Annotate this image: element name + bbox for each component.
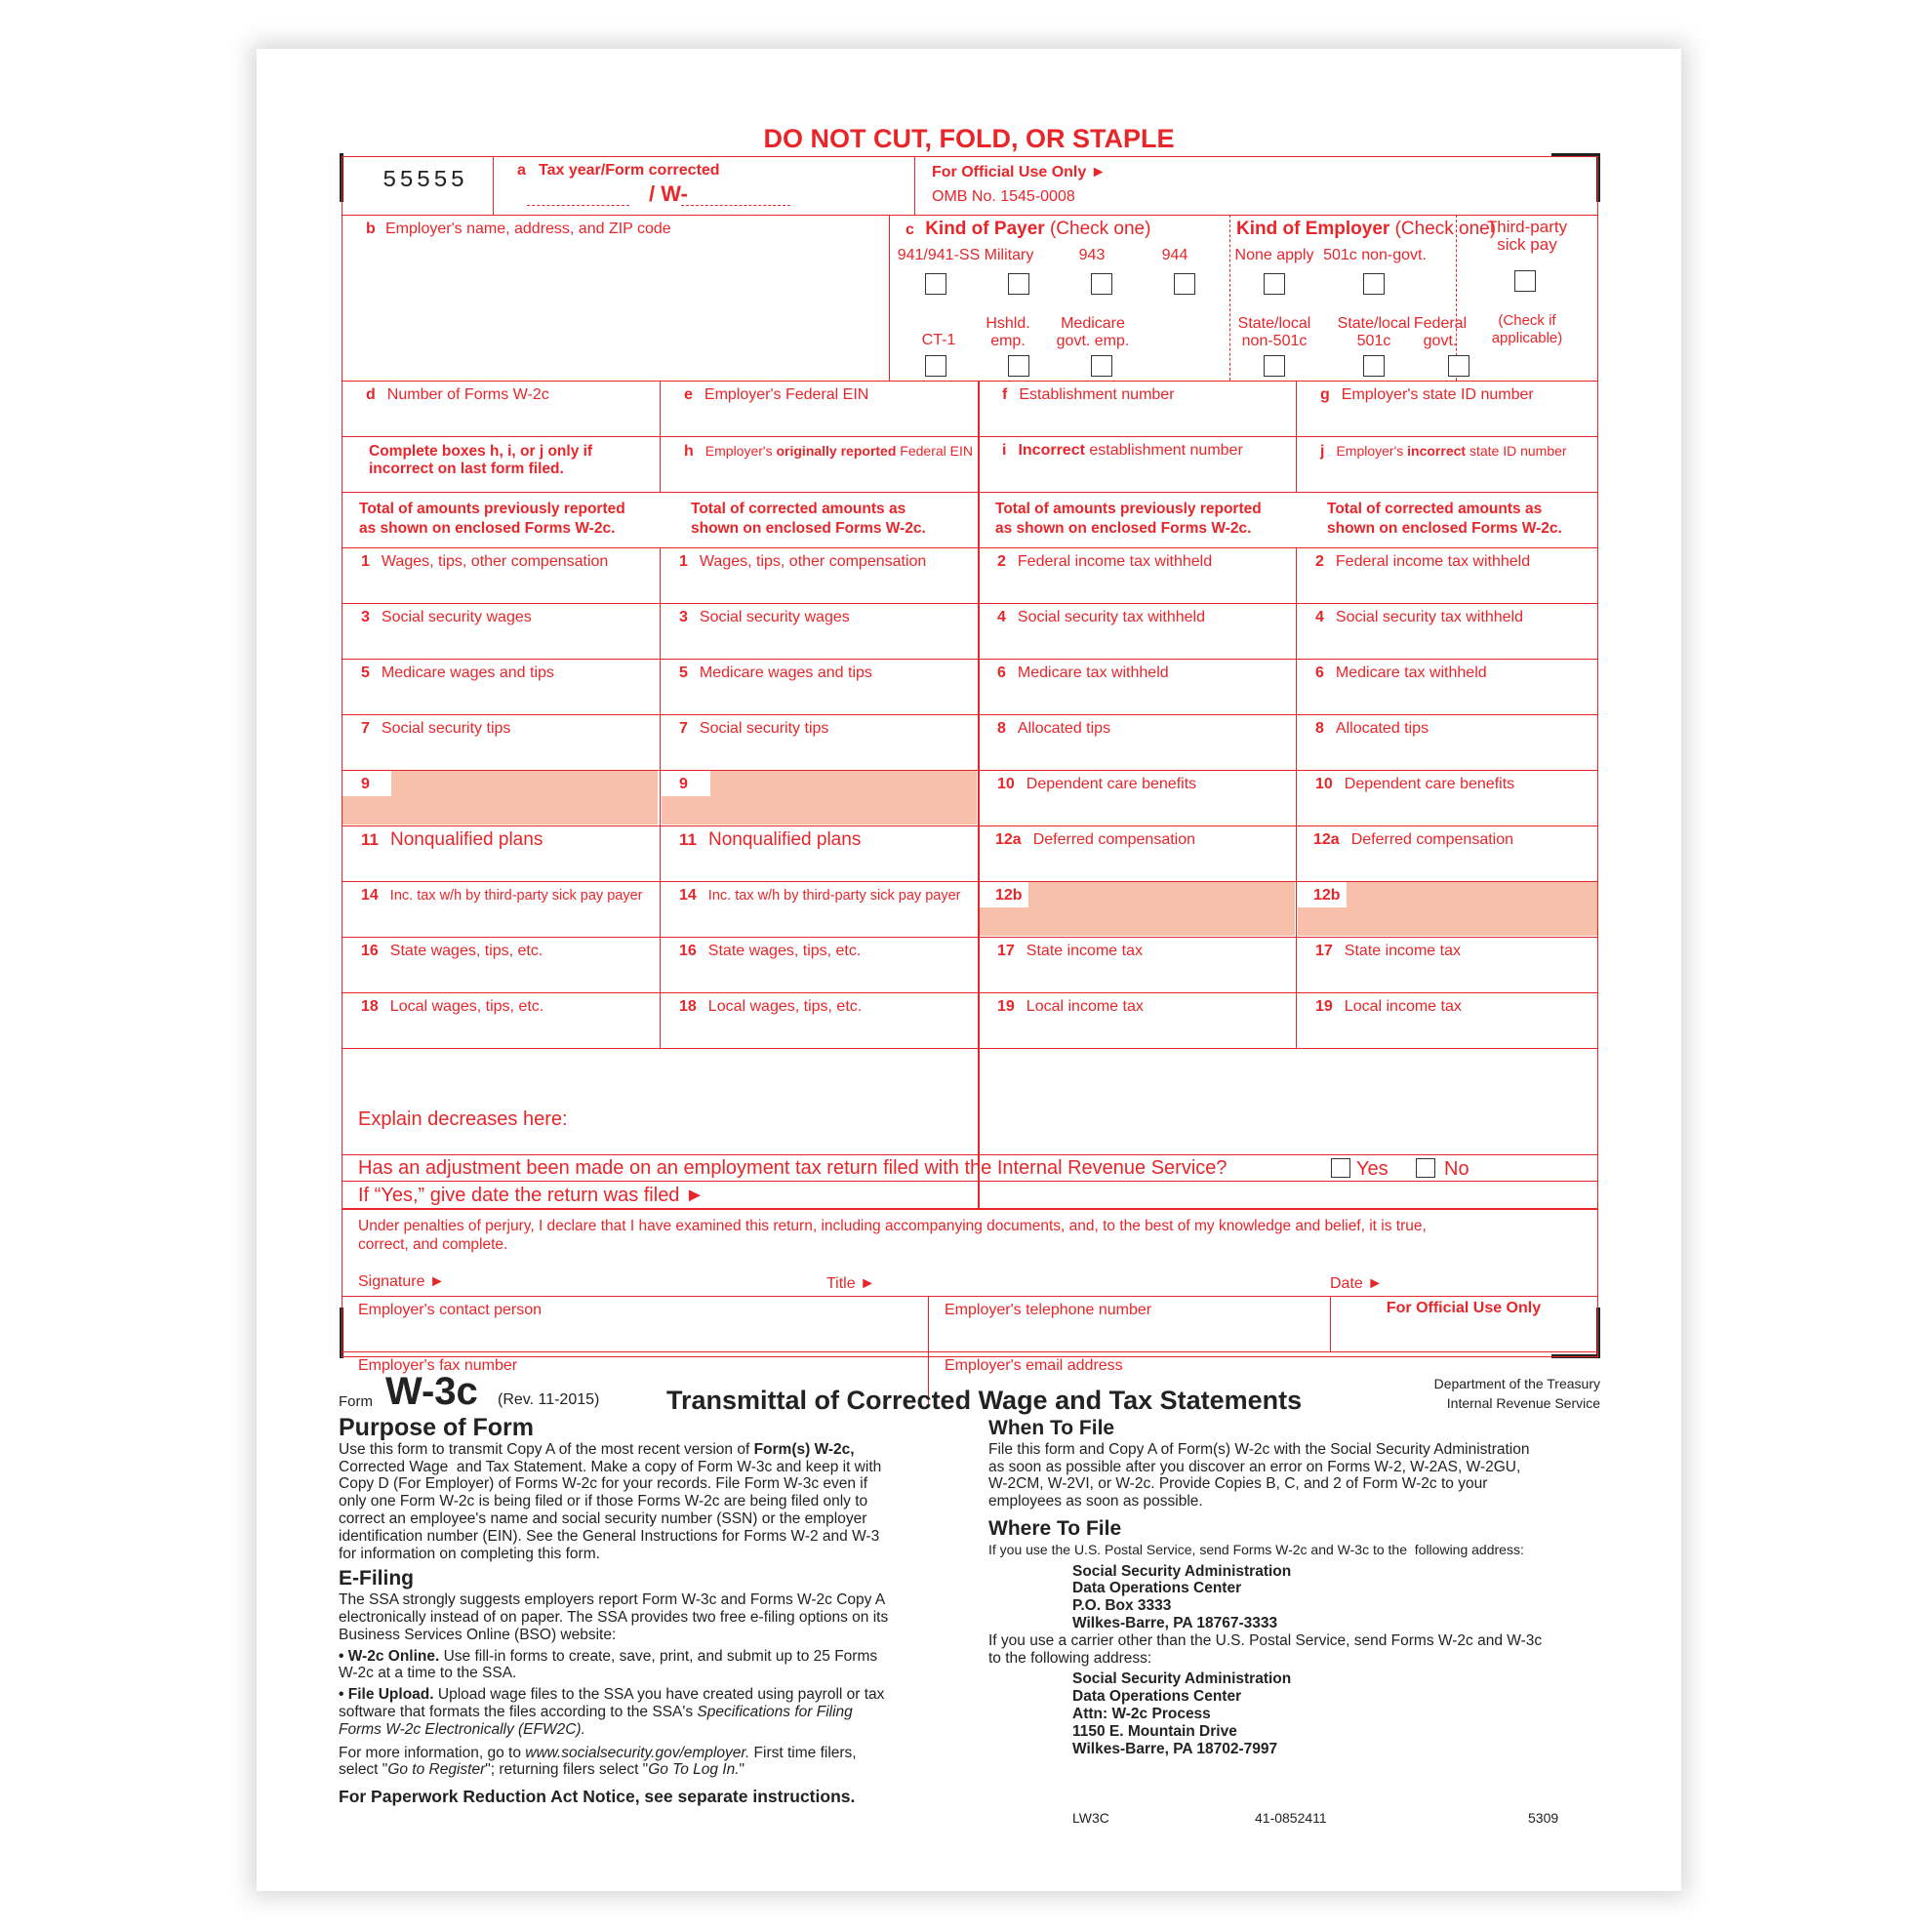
where-text-2: If you use a carrier other than the U.S. Postal Service, send Forms W-2c and W-3c to the following address: <box>988 1631 1543 1667</box>
efiling-heading: E-Filing <box>339 1567 414 1590</box>
box-a-value: / W- <box>649 181 688 206</box>
employer-none: None apply <box>1234 247 1314 263</box>
employer-federal: Federal govt. <box>1413 315 1468 349</box>
payer-941: 941/941-SS <box>897 247 981 263</box>
box-a-dots-2 <box>681 205 790 206</box>
adjustment-yes-checkbox[interactable] <box>1331 1158 1350 1178</box>
box-4-col-3: 4 Social security tax withheld <box>997 609 1205 625</box>
form-page <box>257 49 1681 1891</box>
telephone-number: Employer's telephone number <box>945 1302 1152 1318</box>
box-d: d Number of Forms W-2c <box>366 386 549 403</box>
form-name: W-3c <box>385 1370 478 1413</box>
box-18-col-1: 18 Local wages, tips, etc. <box>361 998 544 1015</box>
form-title: Transmittal of Corrected Wage and Tax Statements <box>666 1386 1303 1415</box>
box-e: e Employer's Federal EIN <box>684 386 869 403</box>
box-j: j Employer's incorrect state ID number <box>1320 443 1567 460</box>
when-heading: When To File <box>988 1417 1115 1439</box>
form-word: Form <box>339 1393 373 1410</box>
box-12a-col-4: 12a Deferred compensation <box>1313 831 1514 848</box>
box-4-col-4: 4 Social security tax withheld <box>1315 609 1523 625</box>
signature-label: Signature ► <box>358 1273 445 1290</box>
employer-state-non501c-checkbox[interactable] <box>1264 355 1285 377</box>
penalty-statement: Under penalties of perjury, I declare that I have examined this return, including accompanying documents, and, to the best of my knowledge and belief, it is true, correct, and complete. <box>358 1218 1427 1253</box>
payer-ct1: CT-1 <box>921 332 956 348</box>
adjustment-no-checkbox[interactable] <box>1416 1158 1435 1178</box>
purpose-text: Use this form to transmit Copy A of the most recent version of Form(s) W-2c, Corrected Wage and Tax Statement. Make a copy of Form W-3c and keep it with Copy D (For Employer) of Forms W-2c for your records. File Form W-3c even if only one Form W-2c is being filed or if those Forms W-2c are being filed only to correct an employee's name and social security number (SSN) or the employer identification number (EIN). See the General Instructions for Forms W-2 and W-3 for information on completing this form. <box>339 1440 882 1562</box>
box-12b-col-4: 12b <box>1313 887 1341 904</box>
box-12a-col-3: 12a Deferred compensation <box>995 831 1196 848</box>
adjustment-yes: Yes <box>1356 1158 1389 1180</box>
box-19-col-4: 19 Local income tax <box>1315 998 1462 1015</box>
shaded-box-9 <box>342 771 658 825</box>
box-f: f Establishment number <box>1002 386 1175 403</box>
employer-federal-checkbox[interactable] <box>1448 355 1469 377</box>
box-7-col-1: 7 Social security tips <box>361 720 511 737</box>
payer-ct1-checkbox[interactable] <box>925 355 946 377</box>
date-label: Date ► <box>1330 1275 1384 1292</box>
paperwork-notice: For Paperwork Reduction Act Notice, see separate instructions. <box>339 1787 856 1807</box>
payer-hint: (Check one) <box>1049 219 1151 239</box>
payer-944-checkbox[interactable] <box>1174 273 1195 295</box>
bullet-w2c-online: • W-2c Online. Use fill-in forms to create, save, print, and submit up to 25 Forms W-2c at a time to the SSA. <box>339 1647 878 1682</box>
third-party-title: Third-party sick pay <box>1486 218 1568 254</box>
code-number: 41-0852411 <box>1255 1810 1327 1826</box>
box-a-dots-1 <box>527 205 629 206</box>
adjustment-question: Has an adjustment been made on an employment tax return filed with the Internal Revenue Service? <box>358 1157 1228 1179</box>
payer-military: Military <box>984 247 1034 263</box>
adjustment-no: No <box>1444 1158 1469 1180</box>
box-a-label: Tax year/Form corrected <box>539 162 720 179</box>
box-5-col-2: 5 Medicare wages and tips <box>679 664 872 681</box>
when-text: File this form and Copy A of Form(s) W-2c with the Social Security Administration as soon as possible after you discover an error on Forms W-2, W-2AS, W-2GU, W-2CM, W-2VI, or W-2c. Provide Copies B, C, and 2 of Form W-2c to your employees as soon as possible. <box>988 1440 1530 1510</box>
irs: Internal Revenue Service <box>1446 1395 1600 1411</box>
where-heading: Where To File <box>988 1516 1122 1540</box>
box-g: g Employer's state ID number <box>1320 386 1534 403</box>
omb-number: OMB No. 1545-0008 <box>932 188 1075 205</box>
fax-number: Employer's fax number <box>358 1357 518 1374</box>
box-12b-col-3: 12b <box>995 887 1023 904</box>
box-5-col-1: 5 Medicare wages and tips <box>361 664 554 681</box>
box-2-col-4: 2 Federal income tax withheld <box>1315 553 1531 570</box>
payer-943-checkbox[interactable] <box>1091 273 1112 295</box>
bullet-file-upload: • File Upload. Upload wage files to the SSA you have created using payroll or tax software that formats the files according to the SSA's Specifications for Filing Forms W-2c Electronically (EFW2C). <box>339 1686 885 1738</box>
box-8-col-3: 8 Allocated tips <box>997 720 1111 737</box>
box-8-col-4: 8 Allocated tips <box>1315 720 1429 737</box>
payer-medicare-checkbox[interactable] <box>1091 355 1112 377</box>
employer-kind-label: Kind of Employer <box>1236 219 1390 239</box>
box-16-col-2: 16 State wages, tips, etc. <box>679 943 862 959</box>
efiling-text: The SSA strongly suggests employers report Form W-3c and Forms W-2c Copy A electronically instead of on paper. The SSA provides two free e-filing options on its Business Services Online (BSO) website: <box>339 1591 889 1643</box>
payer-household-checkbox[interactable] <box>1008 355 1029 377</box>
instructions-left <box>339 1414 963 1807</box>
box-b-letter: b <box>366 221 376 237</box>
payer-943: 943 <box>1078 247 1106 263</box>
email-address: Employer's email address <box>945 1357 1123 1374</box>
box-1-col-1: 1 Wages, tips, other compensation <box>361 553 609 570</box>
box-10-col-4: 10 Dependent care benefits <box>1315 776 1515 792</box>
box-3-col-2: 3 Social security wages <box>679 609 850 625</box>
box-11-col-2: 11 Nonqualified plans <box>679 829 862 850</box>
official-use-bottom: For Official Use Only <box>1386 1300 1542 1316</box>
totals-header-1: Total of amounts previously reported as shown on enclosed Forms W-2c. <box>359 501 625 537</box>
form-code: 55555 <box>382 168 468 194</box>
if-yes-date: If “Yes,” give date the return was filed ► <box>358 1185 704 1206</box>
contact-person: Employer's contact person <box>358 1302 543 1318</box>
box-17-col-4: 17 State income tax <box>1315 943 1461 959</box>
address-postal: Social Security Administration Data Operations Center P.O. Box 3333 Wilkes-Barre, PA 18767-3333 <box>1072 1562 1292 1631</box>
third-party-checkbox[interactable] <box>1514 270 1536 292</box>
payer-941-checkbox[interactable] <box>925 273 946 295</box>
payer-military-checkbox[interactable] <box>1008 273 1029 295</box>
explain-decreases: Explain decreases here: <box>358 1108 568 1130</box>
box-9-col-1: 9 <box>361 776 370 792</box>
payer-title: Kind of Payer <box>925 219 1045 239</box>
employer-state-non501c: State/local non-501c <box>1237 315 1311 349</box>
box-i: i Incorrect establishment number <box>1002 442 1243 459</box>
payer-medicare: Medicare govt. emp. <box>1056 315 1130 349</box>
form-revision: (Rev. 11-2015) <box>498 1391 600 1408</box>
employer-state-501c-checkbox[interactable] <box>1363 355 1385 377</box>
box-a-letter: a <box>517 162 526 179</box>
payer-944: 944 <box>1161 247 1188 263</box>
department: Department of the Treasury <box>1433 1376 1600 1391</box>
complete-boxes-note: Complete boxes h, i, or j only if incorrect on last form filed. <box>369 443 593 477</box>
box-11-col-1: 11 Nonqualified plans <box>361 829 543 850</box>
box-6-col-4: 6 Medicare tax withheld <box>1315 664 1487 681</box>
box-c-title <box>906 219 1150 240</box>
box-10-col-3: 10 Dependent care benefits <box>997 776 1197 792</box>
more-information: For more information, go to www.socialsecurity.gov/employer. First time filers, select "Go to Register"; returning filers select "Go To Log In." <box>339 1744 857 1779</box>
box-16-col-1: 16 State wages, tips, etc. <box>361 943 543 959</box>
employer-501c-nongovt: 501c non-govt. <box>1323 247 1427 263</box>
employer-state-501c: State/local 501c <box>1337 315 1411 349</box>
third-party-note: (Check if applicable) <box>1491 312 1563 346</box>
employer-kind-hint: (Check one) <box>1394 219 1497 239</box>
payer-household: Hshld. emp. <box>986 315 1030 349</box>
instructions-right <box>988 1417 1613 1757</box>
employer-501c-nongovt-checkbox[interactable] <box>1363 273 1385 295</box>
where-text-1: If you use the U.S. Postal Service, send Forms W-2c and W-3c to the following address: <box>988 1541 1524 1557</box>
box-3-col-1: 3 Social security wages <box>361 609 532 625</box>
code-lw3c: LW3C <box>1072 1810 1109 1826</box>
box-17-col-3: 17 State income tax <box>997 943 1143 959</box>
code-5309: 5309 <box>1528 1810 1559 1826</box>
warning-title: DO NOT CUT, FOLD, OR STAPLE <box>763 124 1175 153</box>
box-14-col-2: 14 Inc. tax w/h by third-party sick pay payer <box>679 887 961 904</box>
totals-header-4: Total of corrected amounts as shown on enclosed Forms W-2c. <box>1327 501 1562 537</box>
ssa-employer-link[interactable]: www.socialsecurity.gov/employer. <box>525 1744 750 1761</box>
box-6-col-3: 6 Medicare tax withheld <box>997 664 1169 681</box>
box-2-col-3: 2 Federal income tax withheld <box>997 553 1213 570</box>
totals-header-2: Total of corrected amounts as shown on enclosed Forms W-2c. <box>691 501 926 537</box>
box-1-col-2: 1 Wages, tips, other compensation <box>679 553 927 570</box>
box-14-col-1: 14 Inc. tax w/h by third-party sick pay payer <box>361 887 643 904</box>
box-b-label: Employer's name, address, and ZIP code <box>385 221 671 237</box>
address-carrier: Social Security Administration Data Operations Center Attn: W-2c Process 1150 E. Mountain Drive Wilkes-Barre, PA 18702-7997 <box>1072 1670 1292 1757</box>
purpose-heading: Purpose of Form <box>339 1414 535 1441</box>
official-use-top: For Official Use Only ► <box>932 164 1107 181</box>
box-h: h Employer's originally reported Federal EIN <box>684 443 973 460</box>
totals-header-3: Total of amounts previously reported as shown on enclosed Forms W-2c. <box>995 501 1262 537</box>
box-7-col-2: 7 Social security tips <box>679 720 829 737</box>
employer-none-checkbox[interactable] <box>1264 273 1285 295</box>
shaded-box-9 <box>662 771 977 825</box>
title-label: Title ► <box>826 1275 875 1292</box>
box-c-letter: c <box>906 221 914 238</box>
box-18-col-2: 18 Local wages, tips, etc. <box>679 998 863 1015</box>
box-9-col-2: 9 <box>679 776 688 792</box>
box-19-col-3: 19 Local income tax <box>997 998 1144 1015</box>
